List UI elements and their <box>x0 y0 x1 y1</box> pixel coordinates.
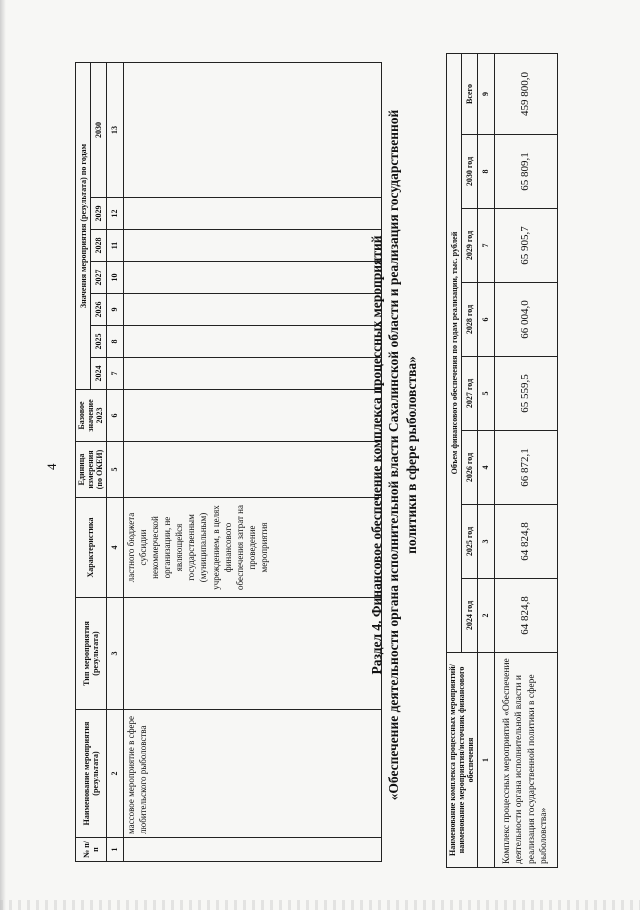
index-cell: 4 <box>477 431 494 505</box>
value-cell: 65 905,7 <box>494 209 557 283</box>
year-header: 2027 <box>91 262 106 294</box>
index-cell: 2 <box>477 579 494 653</box>
col-name-header: Наименование мероприятия (результата) <box>76 710 107 838</box>
results-table <box>75 62 382 862</box>
year-header: 2028 год <box>462 283 477 357</box>
index-cell: 3 <box>106 598 123 710</box>
col-num-header: № п/п <box>76 838 107 862</box>
total-value-cell: 459 800,0 <box>494 54 557 135</box>
index-cell: 7 <box>106 358 123 390</box>
value-cell: 65 809,1 <box>494 135 557 209</box>
index-cell: 9 <box>477 54 494 135</box>
index-cell: 8 <box>477 135 494 209</box>
index-cell: 12 <box>106 198 123 230</box>
row-characteristic-cell: ластного бюджета субсидии некоммерческой организации, не являющейся государственным (муниципальным) учреждением, в целях финансового обеспечения затрат на проведение мероприятия <box>123 498 381 598</box>
col-base-value-header: Базовое значение 2023 <box>76 390 107 442</box>
section-heading <box>368 95 420 815</box>
year-header: 2025 год <box>462 505 477 579</box>
row-type-cell <box>123 598 381 710</box>
value-cell: 66 004,0 <box>494 283 557 357</box>
year-header: 2027 год <box>462 357 477 431</box>
row-year-cell <box>123 63 381 198</box>
year-header: 2026 год <box>462 431 477 505</box>
year-header: 2030 <box>91 63 106 198</box>
funding-table <box>446 53 558 868</box>
year-header: 2025 <box>91 326 106 358</box>
year-header: 2029 год <box>462 209 477 283</box>
value-cell: 64 824,8 <box>494 579 557 653</box>
index-row <box>106 63 123 862</box>
row-year-cell <box>123 230 381 262</box>
header-row <box>76 63 91 862</box>
value-cell: 65 559,5 <box>494 357 557 431</box>
year-header: 2030 год <box>462 135 477 209</box>
index-cell: 5 <box>477 357 494 431</box>
value-cell: 66 872,1 <box>494 431 557 505</box>
row-unit-cell <box>123 442 381 498</box>
header-row <box>447 54 462 868</box>
section-title: Раздел 4. Финансовое обеспечение комплекса процессных мероприятий <box>369 235 384 675</box>
value-cell: 64 824,8 <box>494 505 557 579</box>
index-cell: 2 <box>106 710 123 838</box>
row-name-cell: Комплекс процессных мероприятий «Обеспечение деятельности органа исполнительной власти и реализация государственной политики в сфере рыболовства» <box>494 653 557 868</box>
page-number: 4 <box>44 463 59 470</box>
row-year-cell <box>123 262 381 294</box>
index-cell: 11 <box>106 230 123 262</box>
index-cell: 1 <box>106 838 123 862</box>
table-row <box>494 54 557 868</box>
total-header: Всего <box>462 54 477 135</box>
index-cell: 4 <box>106 498 123 598</box>
row-name-cell: массовое мероприятие в сфере любительского рыболовства <box>123 710 381 838</box>
year-header: 2028 <box>91 230 106 262</box>
index-cell: 7 <box>477 209 494 283</box>
row-year-cell <box>123 326 381 358</box>
row-year-cell <box>123 198 381 230</box>
index-cell: 13 <box>106 63 123 198</box>
index-cell: 10 <box>106 262 123 294</box>
col-funding-header: Объем финансового обеспечения по годам реализации, тыс. рублей <box>447 54 462 653</box>
col-name-header: Наименование комплекса процессных мероприятий/наименование мероприятия/источник финансового обеспечения <box>447 653 478 868</box>
col-unit-header: Единица измерения (по ОКЕИ) <box>76 442 107 498</box>
row-year-cell <box>123 294 381 326</box>
index-cell: 3 <box>477 505 494 579</box>
index-row <box>477 54 494 868</box>
index-cell: 8 <box>106 326 123 358</box>
year-header: 2029 <box>91 198 106 230</box>
year-header: 2026 <box>91 294 106 326</box>
row-year-cell <box>123 358 381 390</box>
col-characteristic-header: Характеристика <box>76 498 107 598</box>
index-cell: 6 <box>477 283 494 357</box>
row-base-value-cell <box>123 390 381 442</box>
index-cell: 9 <box>106 294 123 326</box>
index-cell: 5 <box>106 442 123 498</box>
index-cell: 6 <box>106 390 123 442</box>
row-num-cell <box>123 838 381 862</box>
year-header: 2024 <box>91 358 106 390</box>
year-header: 2024 год <box>462 579 477 653</box>
section-subtitle: «Обеспечение деятельности органа исполнительной власти Сахалинской области и реализация государственной политики в сфере рыболовства» <box>386 109 419 801</box>
col-values-by-year-header: Значения мероприятия (результата) по годам <box>76 63 91 390</box>
col-type-header: Тип мероприятия (результата) <box>76 598 107 710</box>
table-row <box>123 63 381 862</box>
index-cell: 1 <box>477 653 494 868</box>
